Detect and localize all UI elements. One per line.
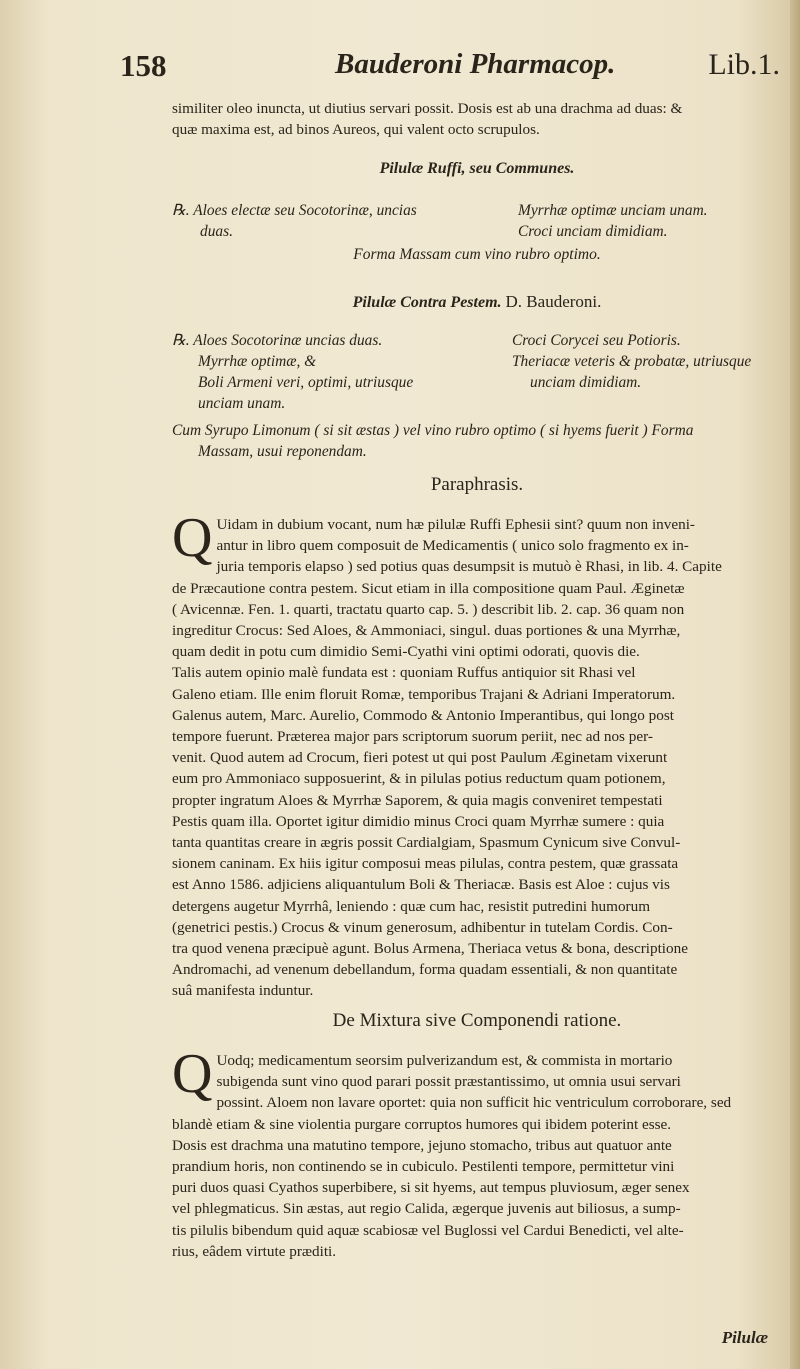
recipe-cum	[172, 420, 787, 462]
recipe-title	[172, 292, 782, 312]
page-edge	[790, 0, 800, 1369]
text-line: quæ maxima est, ad binos Aureos, qui valent octo scrupulos.	[172, 121, 540, 139]
ingredient-line: Croci unciam dimidiam.	[518, 223, 668, 240]
page-number: 158	[120, 48, 167, 83]
text-line: puri duos quasi Cyathos superbibere, si sit hyems, aut tempus pluviosum, æger senex	[172, 1179, 690, 1197]
ingredient-line: ℞. Aloes electæ seu Socotorinæ, uncias	[172, 202, 417, 219]
book-number: Lib.1.	[708, 48, 780, 81]
text-line: Galenus autem, Marc. Aurelio, Commodo & Antonio Imperantibus, qui longo post	[172, 706, 674, 724]
text-line: Pestis quam illa. Oportet igitur dimidio minus Croci quam Myrrhæ sumere : quia	[172, 812, 665, 830]
ingredient-line: Theriacæ veteris & probatæ, utriusque	[512, 353, 752, 370]
ingredient-line: unciam dimidiam.	[530, 374, 642, 391]
ingredient-line: ℞. Aloes Socotorinæ uncias duas.	[172, 332, 383, 349]
text-line: tanta quantitas creare in ægris possit Cardialgiam, Spasmum Cynicum sive Convul-	[172, 834, 681, 852]
text-line: eum pro Ammoniaco supposuerint, & in pilulas potius reductum quam potionem,	[172, 770, 666, 788]
text-line: de Præcautione contra pestem. Sicut etiam in illa compositione quam Paul. Æginetæ	[172, 579, 685, 597]
text-line: Uidam in dubium vocant, num hæ pilulæ Ruffi Ephesii sint? quum non inveni-	[216, 516, 695, 533]
recipe-author: D. Bauderoni.	[505, 292, 602, 311]
text-line: Talis autem opinio malè fundata est : quoniam Ruffus antiquior sit Rhasi vel	[172, 664, 636, 682]
catchword: Pilulæ	[721, 1328, 768, 1347]
text-line: prandium horis, non continendo se in cubiculo. Pestilenti tempore, permittetur vini	[172, 1158, 675, 1176]
text-line: est Anno 1586. adjiciens aliquantulum Boli & Theriacæ. Basis est Aloe : cujus vis	[172, 876, 670, 894]
text-line: Cum Syrupo Limonum ( si sit æstas ) vel vino rubro optimo ( si hyems fuerit ) Forma	[172, 422, 694, 439]
text-line: ingreditur Crocus: Sed Aloes, & Ammoniaci, singul. duas portiones & una Myrrhæ,	[172, 622, 681, 640]
ingredient-line: Myrrhæ optimæ unciam unam.	[518, 202, 708, 219]
recipe-ingredients-left	[172, 200, 502, 242]
recipe-forma: Forma Massam cum vino rubro optimo.	[353, 246, 601, 263]
text-line: quam dedit in potu cum dimidio Semi-Cyathi vini optimi odorati, quovis die.	[172, 643, 640, 661]
text-line: juria temporis elapso ) sed potius quas desumpsit is mutuò è Rhasi, in lib. 4. Capite	[216, 558, 722, 576]
recipe-ingredients-right	[512, 330, 788, 393]
text-line: tempore fuerunt. Præterea major pars scriptorum suorum periit, nec ad nos per-	[172, 728, 653, 746]
section-heading: De Mixtura sive Componendi ratione.	[332, 1010, 622, 1031]
text-line: venit. Quod autem ad Crocum, fieri potest ut qui post Paulum Æginetam vixerunt	[172, 749, 668, 767]
text-line: propter ingratum Aloes & Myrrhæ Saporem, & quia magis conveniret tempestati	[172, 791, 663, 809]
text-line: ( Avicennæ. Fen. 1. quarti, tractatu quarto cap. 5. ) describit lib. 2. cap. 36 quam non	[172, 600, 685, 618]
recipe-ingredients-left	[172, 330, 507, 414]
text-line: Andromachi, ad venenum debellandum, forma quadam essentiali, & non quantitate	[172, 961, 678, 979]
mixtura-text	[172, 1043, 782, 1262]
text-line: antur in libro quem composuit de Medicamentis ( unico solo fragmento ex in-	[216, 537, 689, 555]
text-line: tis pilulis bibendum quid aquæ scabiosæ vel Buglossi vel Cardui Benedicti, vel alte-	[172, 1221, 684, 1239]
ingredient-line: Myrrhæ optimæ, &	[198, 353, 317, 370]
text-line: suâ manifesta induntur.	[172, 982, 314, 1000]
text-line: vel phlegmaticus. Sin æstas, aut regio Calida, ægerque juvenis aut biliosus, a sump-	[172, 1200, 681, 1218]
ingredient-line: Boli Armeni veri, optimi, utriusque	[198, 374, 414, 391]
ingredient-line: duas.	[200, 223, 233, 240]
paraphrasis-text	[172, 507, 782, 1002]
ingredient-line: unciam unam.	[198, 395, 286, 412]
text-line: rius, eâdem virtute præditi.	[172, 1242, 337, 1260]
page-header	[120, 48, 800, 88]
text-line: Galeno etiam. Ille enim floruit Romæ, temporibus Trajani & Adriani Imperatorum.	[172, 685, 676, 703]
ingredient-line: Croci Corycei seu Potioris.	[512, 332, 681, 349]
recipe-title-text: Pilulæ Contra Pestem.	[352, 294, 502, 311]
running-title: Bauderoni Pharmacop.	[335, 48, 616, 80]
section-heading: Paraphrasis.	[430, 474, 524, 495]
text-line: tra quod venena præcipuè agunt. Bolus Armena, Theriaca vetus & bona, descriptione	[172, 940, 688, 958]
text-line: (genetrici pestis.) Crocus & vinum generosum, adhibentur in tutelam Cordis. Con-	[172, 918, 673, 936]
recipe-title: Pilulæ Ruffi, seu Communes.	[379, 160, 575, 177]
text-line: subigenda sunt vino quod parari possit præstantissimo, ut omnia usui servari	[216, 1073, 681, 1091]
drop-cap: Q	[172, 507, 213, 569]
text-line: Dosis est drachma una matutino tempore, jejuno stomacho, tribus aut quatuor ante	[172, 1136, 672, 1154]
text-line: similiter oleo inuncta, ut diutius servari possit. Dosis est ab una drachma ad duas: &	[172, 100, 683, 117]
drop-cap: Q	[172, 1043, 213, 1105]
text-line: Uodq; medicamentum seorsim pulverizandum est, & commista in mortario	[216, 1052, 673, 1069]
text-line: detergens augetur Myrrhâ, leniendo : quæ cum hac, resistit putredini humorum	[172, 897, 651, 915]
text-line: Massam, usui reponendam.	[198, 443, 367, 460]
text-line: possint. Aloem non lavare oportet: quia non sufficit hic ventriculum corroborare, sed	[216, 1094, 732, 1112]
intro-text	[172, 98, 782, 140]
recipe-ingredients-right	[518, 200, 788, 242]
text-line: sionem caninam. Ex hiis igitur composui meas pilulas, contra pestem, quæ grassata	[172, 855, 679, 873]
text-line: blandè etiam & sine violentia purgare corruptos humores qui ibidem poterint esse.	[172, 1115, 672, 1133]
